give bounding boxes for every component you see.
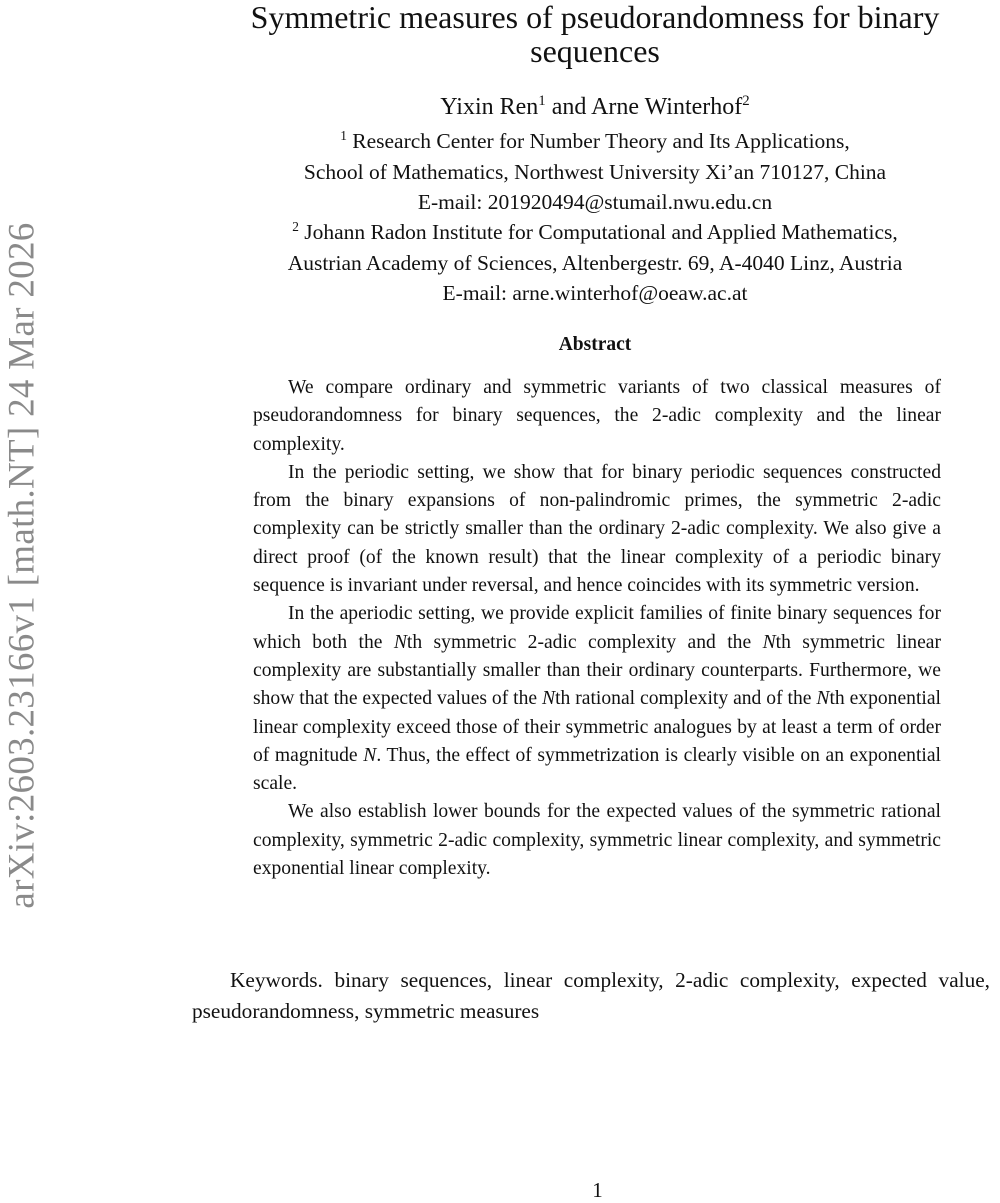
arxiv-identifier-stamp xyxy=(0,170,44,960)
author-1-mark: 1 xyxy=(538,93,546,109)
affiliation-1-mark: 1 xyxy=(340,127,347,143)
affiliation-1-email: E-mail: 201920494@stumail.nwu.edu.cn xyxy=(417,190,773,214)
abstract-body xyxy=(253,374,941,883)
abstract-paragraph: In the periodic setting, we show that for binary periodic sequences constructed from the binary expansions of non-palindromic primes, the symmetric 2-adic complexity can be strictly smaller than the ordinary 2-adic complexity. We also give a direct proof (of the known result) that the linear complexity of a periodic binary sequence is invariant under reversal, and hence coincides with its symmetric version. xyxy=(253,461,941,597)
affiliation-2 xyxy=(190,217,1000,309)
keywords: Keywords. binary sequences, linear complexity, 2-adic complexity, expected value, pseudorandomness, symmetric measures xyxy=(192,968,990,1023)
abstract-paragraph: In the aperiodic setting, we provide explicit families of finite binary sequences for which both the Nth symmetric 2-adic complexity and the Nth symmetric linear complexity are substantially smaller than their ordinary counterparts. Furthermore, we show that the expected values of the Nth rational complexity and of the Nth exponential linear complexity exceed those of their symmetric analogues by at least a term of order of magnitude N. Thus, the effect of symmetrization is clearly visible on an exponential scale. xyxy=(253,603,942,795)
author-2-name: Arne Winterhof xyxy=(591,94,743,120)
authors-line xyxy=(190,92,1000,122)
affiliation-2-email: E-mail: arne.winterhof@oeaw.ac.at xyxy=(442,281,748,305)
abstract-heading: Abstract xyxy=(558,334,632,355)
abstract-paragraph: We also establish lower bounds for the expected values of the symmetric rational complexity, symmetric 2-adic complexity, symmetric linear complexity, and symmetric exponential linear complexity. xyxy=(253,801,941,880)
affiliation-2-line2: Austrian Academy of Sciences, Altenbergestr. 69, A-4040 Linz, Austria xyxy=(287,250,903,275)
affiliation-2-line1: Johann Radon Institute for Computational and Applied Mathematics, xyxy=(304,220,898,244)
arxiv-id-text: arXiv:2603.23166v1 [math.NT] 24 Mar 2026 xyxy=(1,221,43,909)
affiliation-2-mark: 2 xyxy=(292,218,299,234)
author-2-mark: 2 xyxy=(742,93,750,109)
author-connector: and xyxy=(551,94,587,120)
page-number: 1 xyxy=(592,1178,603,1202)
affiliation-1 xyxy=(190,126,1000,218)
paper-title: Symmetric measures of pseudorandomness for binary sequences xyxy=(250,0,940,69)
abstract-paragraph: We compare ordinary and symmetric variants of two classical measures of pseudorandomness for binary sequences, the 2-adic complexity and the linear complexity. xyxy=(253,377,941,455)
affiliation-1-line1: Research Center for Number Theory and Its Applications, xyxy=(352,129,850,153)
affiliation-1-line2: School of Mathematics, Northwest University Xi’an 710127, China xyxy=(303,159,887,184)
author-1-name: Yixin Ren xyxy=(440,94,539,120)
